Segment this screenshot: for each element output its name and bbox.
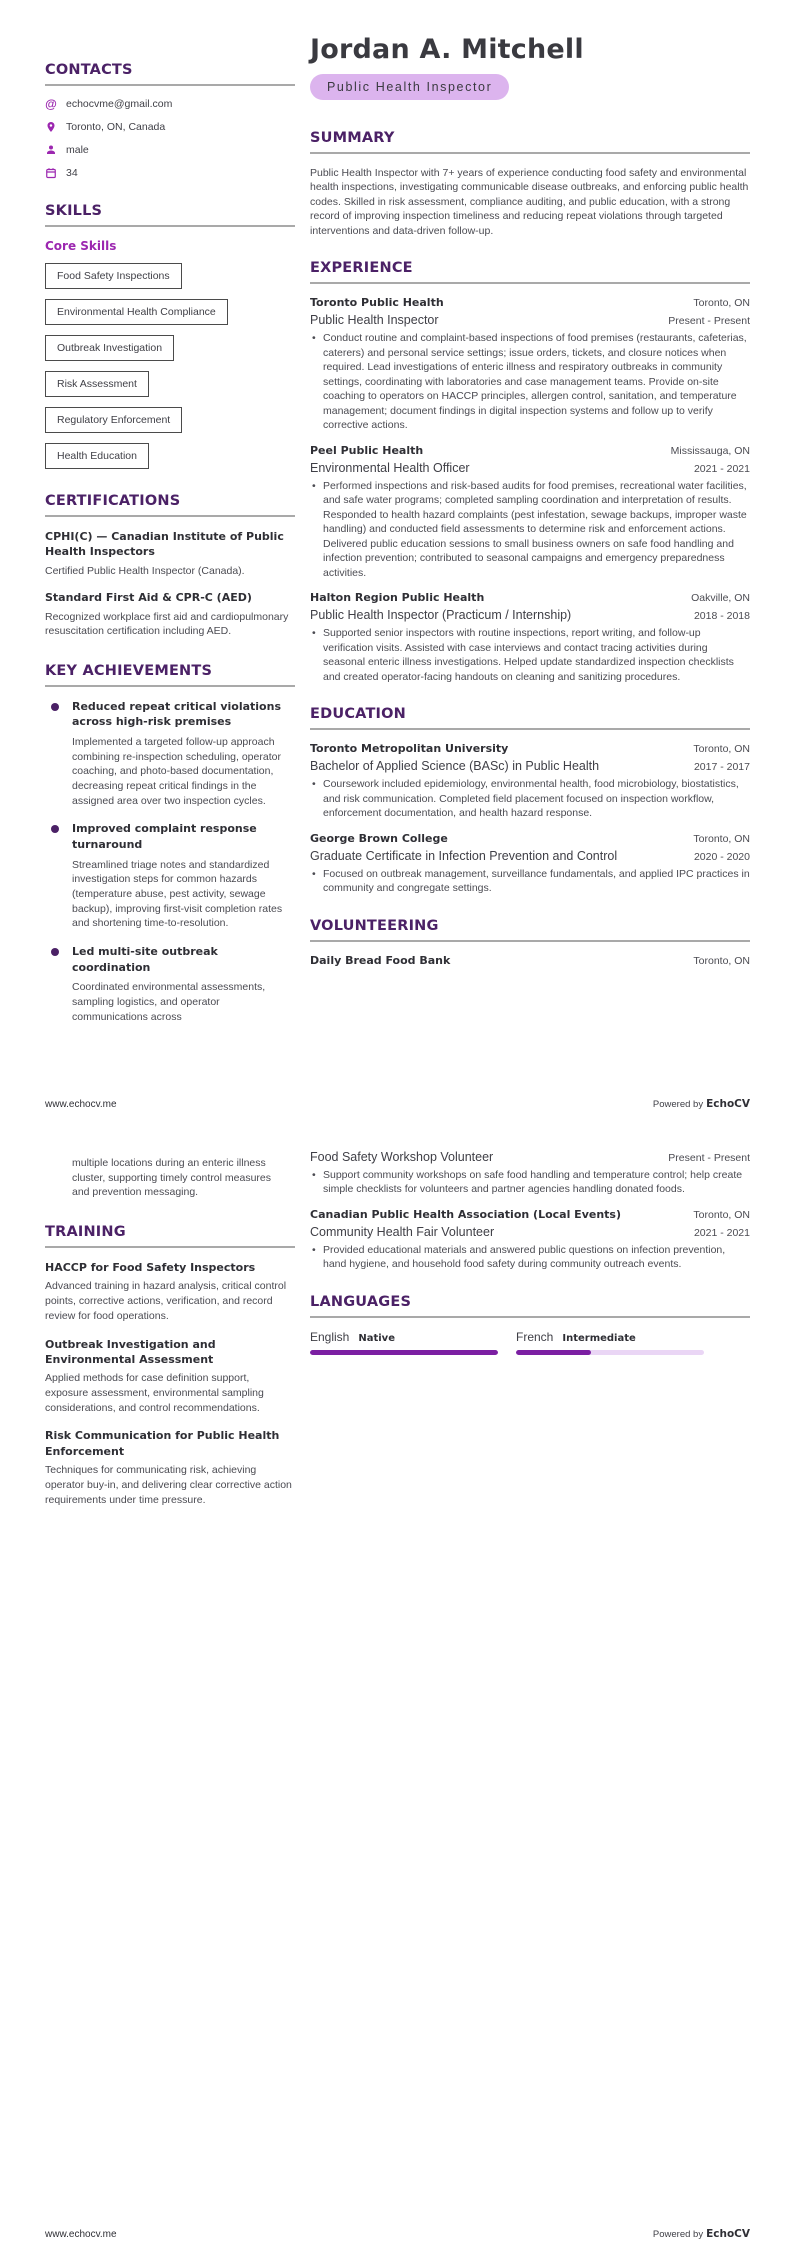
divider [310, 1316, 750, 1318]
education-entry [310, 832, 750, 896]
resume-page-1 [0, 0, 794, 1120]
divider [310, 282, 750, 284]
certification-item [45, 529, 295, 578]
skill-chip-row [45, 263, 295, 289]
language-name: English [310, 1329, 350, 1344]
right-column [310, 34, 750, 978]
contact-email [45, 98, 295, 110]
experience-location: Toronto, ON [693, 297, 750, 310]
language-item [516, 1330, 704, 1355]
skill-chip-row [45, 371, 295, 397]
experience-role: Environmental Health Officer [310, 460, 470, 475]
footer-site-url: www.echocv.me [45, 2229, 117, 2240]
training-title: Outbreak Investigation and Environmental Assessment [45, 1337, 216, 1366]
skill-chip: Regulatory Enforcement [45, 407, 182, 433]
certification-desc: Recognized workplace first aid and cardiopulmonary resuscitation certification including AED. [45, 610, 289, 638]
contacts-header: CONTACTS [45, 62, 133, 78]
education-dates: 2017 - 2017 [693, 761, 750, 774]
education-dates: 2020 - 2020 [693, 850, 750, 863]
experience-role: Public Health Inspector (Practicum / Internship) [310, 608, 572, 623]
experience-location: Oakville, ON [691, 592, 750, 605]
volunteering-entry [310, 1150, 750, 1197]
skill-chip: Outbreak Investigation [45, 335, 174, 361]
experience-location: Mississauga, ON [670, 444, 750, 457]
certification-item [45, 590, 295, 638]
education-bullet: • Focused on outbreak management, surveillance fundamentals, and applied IPC practices in community and congregate settings. [310, 867, 750, 896]
language-bar-fill [516, 1350, 591, 1355]
skill-chip: Environmental Health Compliance [45, 299, 228, 325]
footer-powered-by: Powered by [652, 1099, 704, 1110]
experience-bullet: • Performed inspections and risk-based audits for food premises, recreational water facilities, and safe water programs; completed sampling coordination and interpretation of results. Responded to health hazard complaints (pest infestation, sewage backups, improper waste handling) and conducted field assessments to determine risk and enforcement actions. Delivered public education sessions to small business owners on safe food handling and infection prevention; contributed to seasonal campaigns and emergency preparedness activities. [310, 479, 750, 580]
experience-dates: 2018 - 2018 [693, 610, 750, 623]
divider [310, 152, 750, 154]
achievement-desc-continued: multiple locations during an enteric illness cluster, supporting timely control measures and prevention messaging. [72, 1157, 272, 1199]
volunteering-entry [310, 1208, 750, 1272]
footer-brand: EchoCV [706, 2228, 750, 2240]
skill-chip: Risk Assessment [45, 371, 149, 397]
email-icon: @ [45, 97, 57, 111]
achievement-desc: Implemented a targeted follow-up approach combining re-inspection scheduling, operator coaching, and photo-based documentation, decreasing repeat critical findings in the assigned area over two inspection cycles. [72, 735, 281, 807]
contact-age-text: 34 [66, 167, 78, 179]
language-bar-track [516, 1350, 704, 1355]
education-school: George Brown College [310, 831, 448, 845]
volunteering-location: Toronto, ON [693, 954, 750, 967]
skill-chip-row [45, 335, 295, 361]
bullet-dot-icon [51, 703, 59, 711]
right-column [310, 1150, 750, 1355]
experience-entry [310, 296, 750, 432]
divider [310, 940, 750, 942]
training-header: TRAINING [45, 1224, 126, 1241]
experience-entry [310, 444, 750, 580]
summary-header: SUMMARY [310, 130, 395, 146]
language-level: Intermediate [562, 1332, 636, 1344]
education-header: EDUCATION [310, 706, 407, 723]
divider [45, 225, 295, 227]
skill-chip-row [45, 443, 295, 469]
education-degree: Bachelor of Applied Science (BASc) in Public Health [310, 759, 600, 774]
training-title: HACCP for Food Safety Inspectors [45, 1261, 256, 1275]
education-location: Toronto, ON [693, 832, 750, 845]
contact-age [45, 167, 295, 179]
contact-location-text: Toronto, ON, Canada [66, 121, 166, 133]
education-entry [310, 742, 750, 820]
education-location: Toronto, ON [693, 743, 750, 756]
experience-entry [310, 591, 750, 684]
contact-gender [45, 144, 295, 156]
achievement-item [45, 944, 295, 1024]
volunteering-org: Canadian Public Health Association (Local Events) [310, 1207, 621, 1221]
training-desc: Applied methods for case definition support, exposure assessment, environmental sampling considerations, and control recommendations. [45, 1372, 264, 1414]
experience-company: Peel Public Health [310, 443, 424, 457]
experience-bullet: • Conduct routine and complaint-based inspections of food premises (restaurants, cafeterias, caterers) and personal service settings; issue orders, tickets, and closure notices when required. Lead investigations of enteric illness and respiratory outbreaks in community settings, coordinating with laboratories and case management teams. Provide on-site coaching to operators on HACCP principles, allergen control, sanitation, and temperature management; document findings in digital inspection systems and follow up to verify corrective actions. [310, 331, 750, 432]
education-bullet: • Coursework included epidemiology, environmental health, food microbiology, biostatistics, and risk communication. Completed field placement focused on inspection workflow, enforcement documentation, and health hazard response. [310, 777, 750, 820]
experience-role: Public Health Inspector [310, 313, 439, 328]
achievement-item [45, 699, 295, 809]
bullet-dot-icon [51, 825, 59, 833]
contact-location [45, 121, 295, 133]
language-name: French [516, 1329, 554, 1344]
volunteering-entry [310, 954, 750, 967]
divider [45, 84, 295, 86]
language-bar-track [310, 1350, 498, 1355]
education-school: Toronto Metropolitan University [310, 742, 509, 756]
language-bar-fill [310, 1350, 498, 1355]
certification-desc: Certified Public Health Inspector (Canada). [45, 564, 245, 577]
certification-title: CPHI(C) — Canadian Institute of Public Health Inspectors [45, 530, 284, 559]
divider [310, 728, 750, 730]
divider [45, 1246, 295, 1248]
summary-text: Public Health Inspector with 7+ years of experience conducting food safety and environmental health inspections, investigating communicable disease outbreaks, and enforcing public health codes. Skilled in risk assessment, compliance auditing, and public education, with a strong record of improving inspection timeliness and reducing repeat violations through targeted interventions and data-driven follow-up. [310, 167, 749, 237]
experience-dates: Present - Present [668, 315, 750, 328]
skill-chip: Health Education [45, 443, 149, 469]
achievement-desc: Coordinated environmental assessments, sampling logistics, and operator communications across [72, 981, 266, 1023]
language-level: Native [358, 1332, 395, 1344]
footer-site-url: www.echocv.me [45, 1099, 117, 1110]
volunteering-header: VOLUNTEERING [310, 917, 439, 934]
key-achievements-header: KEY ACHIEVEMENTS [45, 662, 213, 679]
page-footer [45, 2224, 750, 2242]
calendar-icon [45, 167, 57, 179]
volunteering-dates: Present - Present [668, 1152, 750, 1164]
experience-bullet: • Supported senior inspectors with routine inspections, report writing, and follow-up verification visits. Assisted with case interviews and contact tracing activities during seasonal enteric illness investigations. Helped update standardized inspection checklists and created operator-facing handouts on cleaning and sanitizing procedures. [310, 626, 750, 684]
languages-row [310, 1330, 750, 1355]
training-title: Risk Communication for Public Health Enforcement [45, 1429, 280, 1458]
skills-group-label: Core Skills [45, 239, 117, 253]
contact-email-text: echocvme@gmail.com [66, 98, 173, 110]
contact-gender-text: male [66, 144, 89, 156]
language-item [310, 1330, 498, 1355]
education-degree: Graduate Certificate in Infection Prevention and Control [310, 848, 618, 863]
skills-header: SKILLS [45, 203, 103, 219]
volunteering-location: Toronto, ON [693, 1208, 750, 1221]
volunteering-bullet: • Provided educational materials and answered public questions on infection prevention, hand hygiene, and household food safety during community outreach events. [310, 1243, 750, 1272]
training-desc: Advanced training in hazard analysis, critical control points, corrective actions, verification, and record review for food operations. [45, 1280, 287, 1322]
experience-company: Halton Region Public Health [310, 591, 485, 605]
training-desc: Techniques for communicating risk, achieving operator buy-in, and delivering clear corrective action requirements under time pressure. [45, 1464, 292, 1506]
languages-header: LANGUAGES [310, 1293, 412, 1310]
volunteering-role: Community Health Fair Volunteer [310, 1224, 495, 1239]
training-item [45, 1428, 295, 1507]
achievement-title: Reduced repeat critical violations across high-risk premises [72, 699, 281, 729]
training-item [45, 1260, 295, 1323]
footer-powered-by: Powered by [652, 2229, 704, 2240]
page-footer [45, 1094, 750, 1112]
experience-header: EXPERIENCE [310, 260, 413, 277]
job-title-badge: Public Health Inspector [310, 74, 509, 100]
training-item [45, 1337, 295, 1416]
certification-title: Standard First Aid & CPR-C (AED) [45, 591, 252, 605]
volunteering-bullet: • Support community workshops on safe food handling and temperature control; help create simple checklists for volunteers and partner agencies handling donated foods. [310, 1168, 750, 1197]
candidate-name: Jordan A. Mitchell [310, 34, 584, 65]
footer-brand: EchoCV [706, 1098, 750, 1110]
certifications-header: CERTIFICATIONS [45, 493, 181, 509]
experience-company: Toronto Public Health [310, 296, 444, 310]
divider [45, 515, 295, 517]
skill-chip: Food Safety Inspections [45, 263, 182, 289]
achievement-item [45, 821, 295, 931]
volunteering-org: Daily Bread Food Bank [310, 953, 451, 967]
achievement-desc: Streamlined triage notes and standardized investigation steps for common hazards (temperature abuse, pest activity, sewage backup), improving first-visit completion rates and shortening time-to-resolution. [72, 858, 283, 930]
bullet-dot-icon [51, 948, 59, 956]
left-column [45, 62, 295, 1037]
location-icon [45, 121, 57, 133]
divider [45, 685, 295, 687]
person-icon [45, 144, 57, 156]
resume-page-2 [0, 1120, 794, 2246]
volunteering-role: Food Safety Workshop Volunteer [310, 1150, 494, 1164]
volunteering-dates: 2021 - 2021 [693, 1226, 750, 1239]
achievement-title: Improved complaint response turnaround [72, 822, 257, 851]
skill-chip-row [45, 407, 295, 433]
achievement-title: Led multi-site outbreak coordination [72, 944, 218, 974]
skill-chip-row [45, 299, 295, 325]
experience-dates: 2021 - 2021 [693, 462, 750, 475]
left-column [45, 1156, 295, 1520]
